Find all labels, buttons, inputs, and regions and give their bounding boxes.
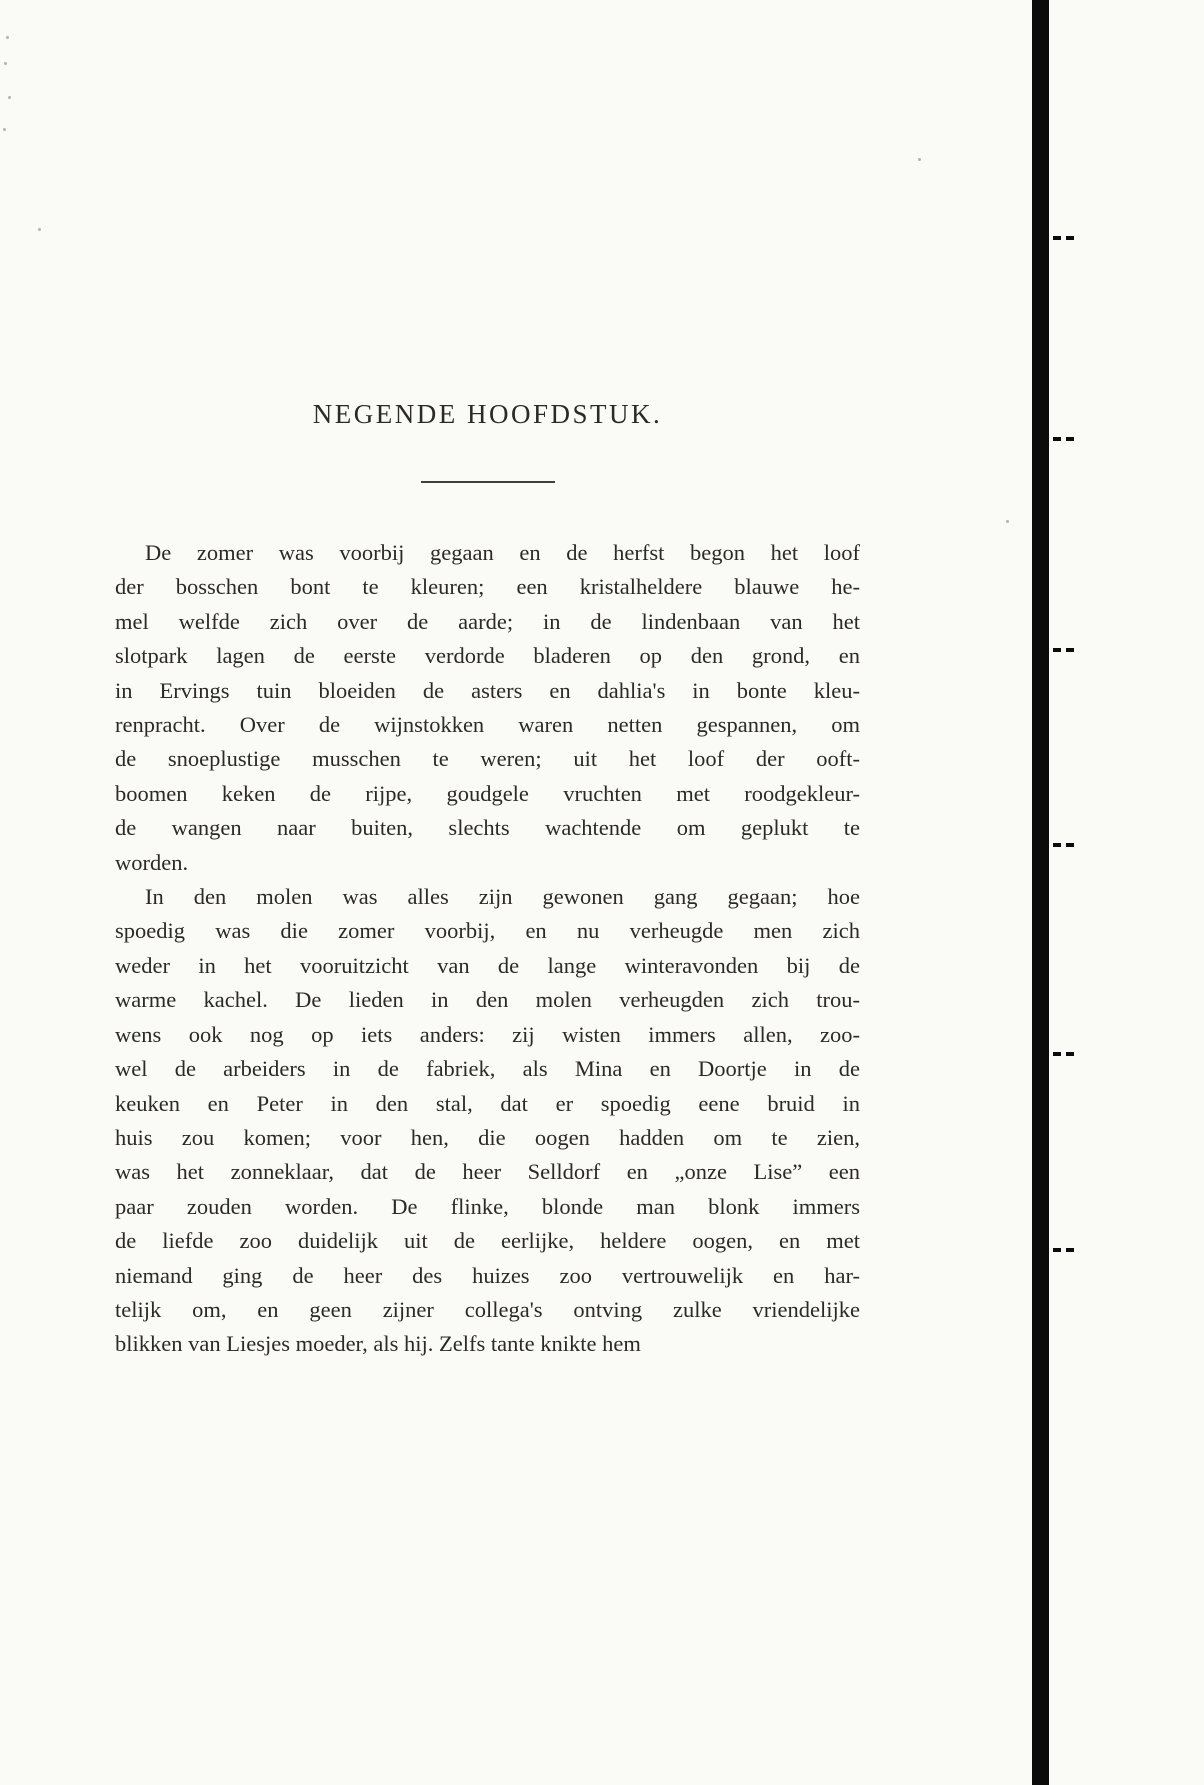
text-line: wens ook nog op iets anders: zij wisten immers allen, zoo- bbox=[115, 1021, 860, 1047]
text-line: de liefde zoo duidelijk uit de eerlijke, heldere oogen, en met bbox=[115, 1228, 860, 1254]
registration-dash bbox=[1040, 648, 1074, 652]
text-line: In den molen was alles zijn gewonen gang gegaan; hoe bbox=[145, 884, 860, 910]
text-line: paar zouden worden. De flinke, blonde man blonk immers bbox=[115, 1193, 860, 1219]
text-line: spoedig was die zomer voorbij, en nu verheugde men zich bbox=[115, 918, 860, 944]
chapter-title: NEGENDE HOOFDSTUK. bbox=[312, 399, 663, 429]
page-body bbox=[115, 536, 860, 1362]
text-line: blikken van Liesjes moeder, als hij. Zelfs tante knikte hem bbox=[115, 1331, 641, 1357]
text-line: was het zonneklaar, dat de heer Selldorf en „onze Lise” een bbox=[115, 1159, 860, 1185]
scan-speckle bbox=[8, 96, 11, 99]
registration-dash bbox=[1040, 1052, 1074, 1056]
text-line: de snoeplustige musschen te weren; uit het loof der ooft- bbox=[115, 746, 860, 772]
text-line: keuken en Peter in den stal, dat er spoedig eene bruid in bbox=[115, 1090, 860, 1116]
registration-dash bbox=[1040, 1248, 1074, 1252]
text-line: renpracht. Over de wijnstokken waren netten gespannen, om bbox=[115, 712, 860, 738]
chapter-divider bbox=[421, 481, 555, 483]
registration-dash bbox=[1040, 843, 1074, 847]
scan-edge-bar bbox=[1032, 0, 1049, 1785]
text-line: wel de arbeiders in de fabriek, als Mina en Doortje in de bbox=[115, 1056, 860, 1082]
scan-speckle bbox=[6, 36, 9, 39]
text-line: in Ervings tuin bloeiden de asters en dahlia's in bonte kleu- bbox=[115, 677, 860, 703]
text-line: der bosschen bont te kleuren; een kristalheldere blauwe he- bbox=[115, 574, 860, 600]
scan-speckle bbox=[918, 158, 921, 161]
registration-dash bbox=[1040, 437, 1074, 441]
scan-speckle bbox=[4, 62, 7, 65]
text-line: mel welfde zich over de aarde; in de lindenbaan van het bbox=[115, 608, 860, 634]
text-line: niemand ging de heer des huizes zoo vertrouwelijk en har- bbox=[115, 1262, 860, 1288]
text-line: telijk om, en geen zijner collega's ontving zulke vriendelijke bbox=[115, 1296, 860, 1322]
text-line: weder in het vooruitzicht van de lange winteravonden bij de bbox=[115, 952, 860, 978]
text-line: huis zou komen; voor hen, die oogen hadden om te zien, bbox=[115, 1124, 860, 1150]
text-line: warme kachel. De lieden in den molen verheugden zich trou- bbox=[115, 987, 860, 1013]
paragraph bbox=[115, 880, 860, 1362]
text-line: De zomer was voorbij gegaan en de herfst begon het loof bbox=[145, 540, 860, 565]
text-line: boomen keken de rijpe, goudgele vruchten met roodgekleur- bbox=[115, 780, 860, 806]
scan-speckle bbox=[1006, 520, 1009, 523]
registration-dash bbox=[1040, 236, 1074, 240]
paragraph bbox=[115, 536, 860, 880]
scan-speckle bbox=[3, 128, 6, 131]
scan-speckle bbox=[38, 228, 41, 231]
text-line: slotpark lagen de eerste verdorde bladeren op den grond, en bbox=[115, 643, 860, 669]
text-line: worden. bbox=[115, 849, 189, 875]
text-line: de wangen naar buiten, slechts wachtende om geplukt te bbox=[115, 815, 860, 841]
